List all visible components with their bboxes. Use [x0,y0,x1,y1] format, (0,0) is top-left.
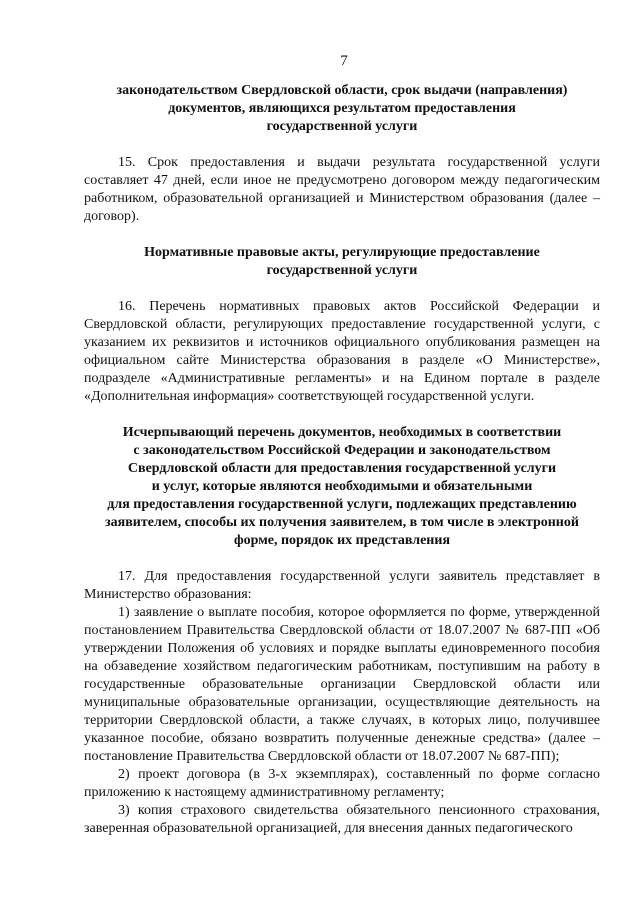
section-heading-documents [84,424,600,550]
heading-line: государственной услуги [266,119,418,134]
paragraph-15: 15. Срок предоставления и выдачи результата государственной услуги составляет 47 дней, если иное не предусмотрено договором между педагогическим работником, образовательной организацией и Министерством образования (далее – договор). [84,155,600,224]
list-item-2: 2) проект договора (в 3-х экземплярах), составленный по форме согласно приложению к настоящему административному регламенту; [84,767,600,800]
heading-line: для предоставления государственной услуги, подлежащих представлению [107,497,577,512]
heading-line: Исчерпывающий перечень документов, необходимых в соответствии [122,425,562,440]
section-heading-legal-acts [84,244,600,280]
heading-line: и услуг, которые являются необходимыми и обязательными [151,479,533,494]
heading-line: документов, являющихся результатом предоставления [168,101,516,116]
section-heading-deadline [84,82,600,136]
heading-line: Свердловской области для предоставления государственной услуги [127,461,557,476]
paragraph-17: 17. Для предоставления государственной услуги заявитель представляет в Министерство образования: [84,569,600,602]
list-item-1: 1) заявление о выплате пособия, которое оформляется по форме, утвержденной постановлением Правительства Свердловской области от 18.07.2007 № 687-ПП «Об утверждении Положения об условиях и порядке выплаты единовременного пособия на обзаведение хозяйством педагогическим работникам, поступившим на работу в государственные образовательные организации Свердловской области или муниципальные образовательные организации, осуществляющие деятельность на территории Свердловской области, а также случаях, в которых лицо, получившее указанное пособие, обязано возвратить полученные денежные средства» (далее – постановление Правительства Свердловской области от 18.07.2007 № 687-ПП); [84,605,600,764]
page-number: 7 [340,53,348,69]
heading-line: заявителем, способы их получения заявителем, в том числе в электронной [105,515,579,530]
paragraph-16: 16. Перечень нормативных правовых актов Российской Федерации и Свердловской области, регулирующих предоставление государственной услуги, с указанием их реквизитов и источников официального опубликования размещен на официальном сайте Министерства образования в разделе «О Министерстве», подразделе «Административные регламенты» и на Едином портале в разделе «Дополнительная информация» соответствующей государственной услуги. [84,299,600,404]
heading-line: Нормативные правовые акты, регулирующие предоставление [144,245,540,260]
heading-line: с законодательством Российской Федерации и законодательством [133,443,551,458]
list-item-3: 3) копия страхового свидетельства обязательного пенсионного страхования, заверенная образовательной организацией, для внесения данных педагогического [84,803,600,836]
heading-line: законодательством Свердловской области, срок выдачи (направления) [116,83,568,98]
heading-line: государственной услуги [266,263,418,278]
heading-line: форме, порядок их представления [233,533,451,548]
